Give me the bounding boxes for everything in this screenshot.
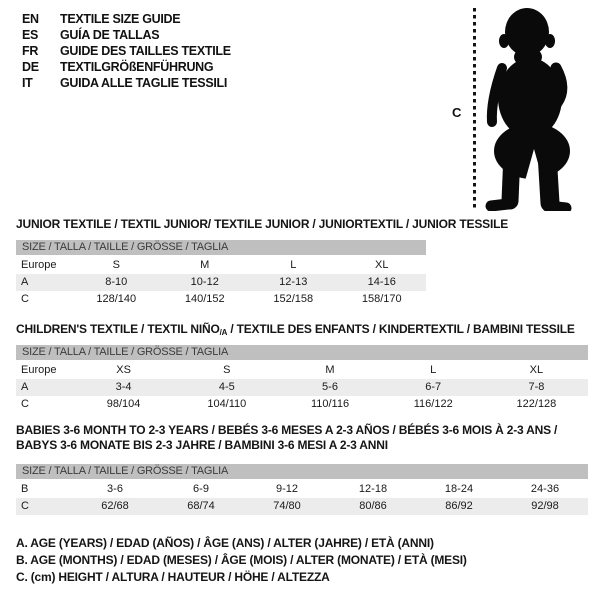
children-title-subscript: /A xyxy=(219,328,228,337)
table-row xyxy=(16,291,426,308)
table-row xyxy=(16,396,588,413)
age-cell: 4-5 xyxy=(218,381,235,393)
children-size-table xyxy=(16,345,588,413)
height-cell: 86/92 xyxy=(445,500,473,512)
legend-line-c: C. (cm) HEIGHT / ALTURA / HAUTEUR / HÖHE / ALTEZZA xyxy=(16,570,330,584)
size-cell: L xyxy=(290,259,297,271)
height-cell: 152/158 xyxy=(273,293,314,305)
height-cell: 74/80 xyxy=(273,500,301,512)
age-cell: 9-12 xyxy=(275,483,299,495)
table-row xyxy=(16,274,426,291)
height-cell: 62/68 xyxy=(101,500,129,512)
language-code: EN xyxy=(22,12,39,26)
size-cell: XS xyxy=(116,364,131,376)
junior-size-table xyxy=(16,240,426,308)
height-cell: 98/104 xyxy=(106,398,141,410)
row-label: C xyxy=(21,398,29,410)
size-cell: M xyxy=(325,364,335,376)
legend xyxy=(16,535,467,586)
height-cell: 80/86 xyxy=(359,500,387,512)
language-code: FR xyxy=(22,44,39,58)
language-row-en xyxy=(22,11,231,27)
language-code: ES xyxy=(22,28,39,42)
language-guide xyxy=(22,11,231,91)
age-cell: 3-6 xyxy=(107,483,123,495)
age-cell: 18-24 xyxy=(444,483,474,495)
age-cell: 5-6 xyxy=(322,381,338,393)
height-cell: 158/170 xyxy=(361,293,402,305)
age-cell: 8-10 xyxy=(105,276,128,288)
language-row-fr xyxy=(22,43,231,59)
table-row xyxy=(16,379,588,396)
height-marker-label: C xyxy=(452,105,462,120)
age-cell: 12-18 xyxy=(358,483,388,495)
size-header-bar: SIZE / TALLA / TAILLE / GRÖSSE / TAGLIA xyxy=(16,464,588,479)
language-title: GUIDE DES TAILLES TEXTILE xyxy=(60,44,231,58)
height-cell: 110/116 xyxy=(310,398,350,410)
row-label: A xyxy=(21,381,29,393)
language-title: TEXTILE SIZE GUIDE xyxy=(60,12,181,26)
babies-title-line1: BABIES 3-6 MONTH TO 2-3 YEARS / BEBÉS 3-6 MESES A 2-3 AÑOS / BÉBÉS 3-6 MOIS À 2-3 ANS / xyxy=(16,423,558,437)
height-cell: 104/110 xyxy=(207,398,247,410)
size-cell: M xyxy=(200,259,210,271)
height-cell: 122/128 xyxy=(516,398,557,410)
age-cell: 14-16 xyxy=(367,276,396,288)
junior-table-title: JUNIOR TEXTILE / TEXTIL JUNIOR/ TEXTILE JUNIOR / JUNIORTEXTIL / JUNIOR TESSILE xyxy=(16,217,509,231)
babies-title-line2: BABYS 3-6 MONATE BIS 2-3 JAHRE / BAMBINI 3-6 MESI A 2-3 ANNI xyxy=(16,438,388,452)
size-cell: S xyxy=(223,364,231,376)
row-label: C xyxy=(21,293,29,305)
row-label: A xyxy=(21,276,29,288)
babies-size-table xyxy=(16,464,588,515)
babies-table-title xyxy=(16,423,557,453)
children-title-rest: / TEXTILE DES ENFANTS / KINDERTEXTIL / BAMBINI TESSILE xyxy=(227,322,575,336)
table-row xyxy=(16,481,588,498)
age-cell: 6-7 xyxy=(425,381,442,393)
size-cell: XL xyxy=(375,259,389,271)
language-code: IT xyxy=(22,76,33,90)
size-cell: S xyxy=(112,259,120,271)
height-cell: 140/152 xyxy=(184,293,225,305)
height-cell: 128/140 xyxy=(96,293,137,305)
height-cell: 68/74 xyxy=(187,500,215,512)
row-label: B xyxy=(21,483,29,495)
table-row xyxy=(16,498,588,515)
age-cell: 7-8 xyxy=(528,381,545,393)
age-cell: 24-36 xyxy=(530,483,560,495)
row-label: C xyxy=(21,500,29,512)
table-row xyxy=(16,362,588,379)
size-header-bar: SIZE / TALLA / TAILLE / GRÖSSE / TAGLIA xyxy=(16,240,426,255)
size-header-bar: SIZE / TALLA / TAILLE / GRÖSSE / TAGLIA xyxy=(16,345,588,360)
age-cell: 10-12 xyxy=(190,276,219,288)
height-dashed-line xyxy=(473,8,476,210)
size-cell: XL xyxy=(529,364,544,376)
language-row-de xyxy=(22,59,231,75)
height-cell: 92/98 xyxy=(531,500,559,512)
legend-line-a: A. AGE (YEARS) / EDAD (AÑOS) / ÂGE (ANS) / ALTER (JAHRE) / ETÀ (ANNI) xyxy=(16,536,434,550)
height-cell: 116/122 xyxy=(413,398,453,410)
table-row xyxy=(16,257,426,274)
children-title-main: CHILDREN'S TEXTILE / TEXTIL NIÑO xyxy=(16,322,220,336)
language-row-it xyxy=(22,75,231,91)
size-cell: L xyxy=(430,364,437,376)
row-label: Europe xyxy=(21,364,57,376)
age-cell: 3-4 xyxy=(115,381,132,393)
baby-silhouette-icon xyxy=(482,5,594,211)
language-row-es xyxy=(22,27,231,43)
language-title: GUÍA DE TALLAS xyxy=(60,28,160,42)
age-cell: 6-9 xyxy=(193,483,209,495)
legend-line-b: B. AGE (MONTHS) / EDAD (MESES) / ÂGE (MOIS) / ALTER (MONATE) / ETÀ (MESI) xyxy=(16,553,467,567)
language-title: GUIDA ALLE TAGLIE TESSILI xyxy=(60,76,228,90)
age-cell: 12-13 xyxy=(279,276,308,288)
language-code: DE xyxy=(22,60,39,74)
language-title: TEXTILGRÖßENFÜHRUNG xyxy=(60,60,214,74)
row-label: Europe xyxy=(21,259,57,271)
children-table-title xyxy=(16,322,575,337)
